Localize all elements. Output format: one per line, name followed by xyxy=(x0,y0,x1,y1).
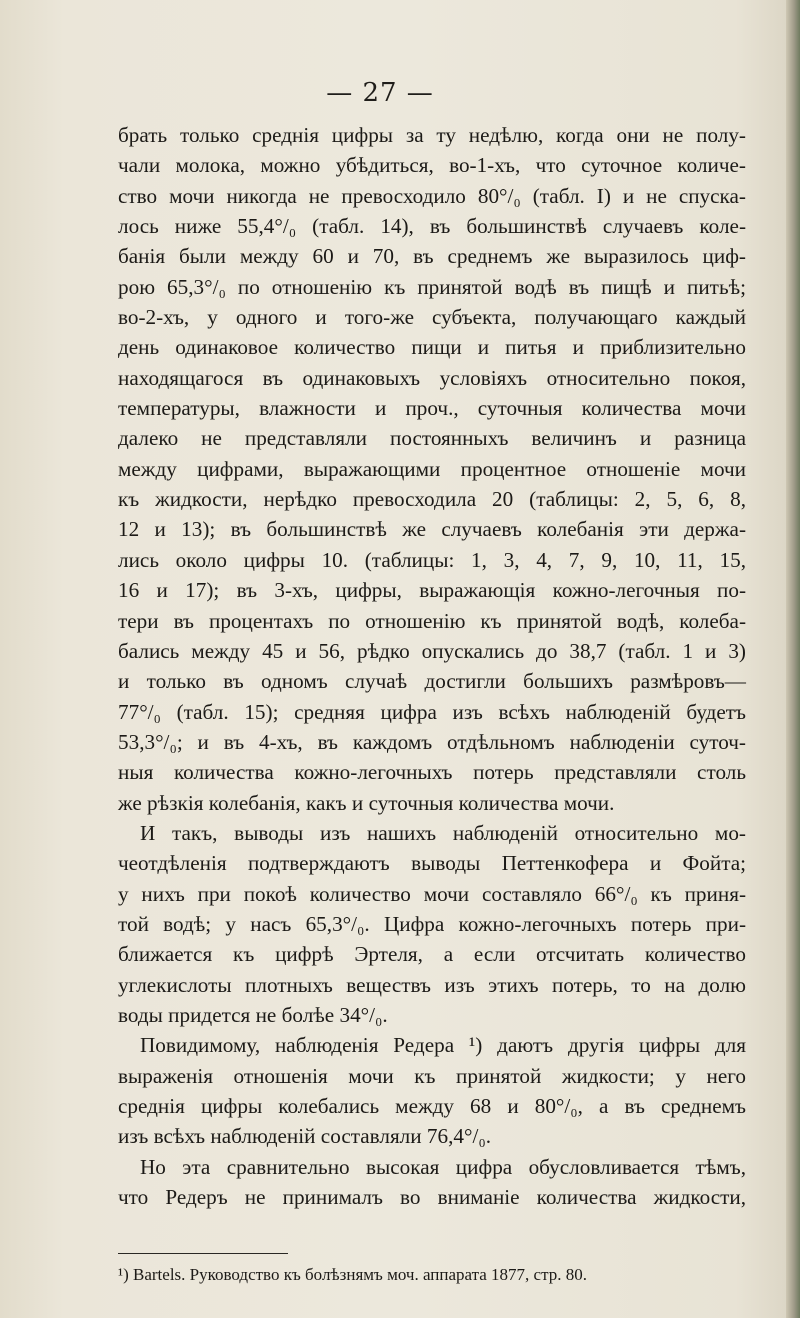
text-line: ство мочи никогда не превосходило 80°/₀ (табл. I) и не спуска- xyxy=(118,183,746,208)
text-line: чеотдѣленія подтверждаютъ выводы Петтенкофера и Фойта; xyxy=(118,851,746,876)
text-line: лись около цифры 10. (таблицы: 1, 3, 4, 7, 9, 10, 11, 15, xyxy=(118,547,746,572)
text-line: брать только среднія цифры за ту недѣлю, когда они не полу- xyxy=(118,123,746,147)
text-line: и только въ одномъ случаѣ достигли большихъ размѣровъ— xyxy=(118,669,746,694)
text-line: во-2-хъ, у одного и того-же субъекта, получающаго каждый xyxy=(118,305,746,330)
text-line: банія были между 60 и 70, въ среднемъ же выразилось циф- xyxy=(118,244,746,269)
text-line: среднія цифры колебались между 68 и 80°/₀, а въ среднемъ xyxy=(118,1094,746,1118)
text-line: Повидимому, наблюденія Редера ¹) даютъ другія цифры для xyxy=(140,1033,746,1058)
text-line: къ жидкости, нерѣдко превосходила 20 (таблицы: 2, 5, 6, 8, xyxy=(118,487,746,512)
text-line: изъ всѣхъ наблюденій составляли 76,4°/₀. xyxy=(118,1124,492,1149)
text-line: той водѣ; у насъ 65,3°/₀. Цифра кожно-легочныхъ потерь при- xyxy=(118,911,746,936)
text-line: далеко не представляли постоянныхъ величинъ и разница xyxy=(118,426,746,451)
text-line: рою 65,3°/₀ по отношенію къ принятой водѣ въ пищѣ и питьѣ; xyxy=(118,274,746,299)
text-line: 53,3°/₀; и въ 4-хъ, въ каждомъ отдѣльномъ наблюденіи суточ- xyxy=(118,729,746,754)
text-line: И такъ, выводы изъ нашихъ наблюденій относительно мо- xyxy=(140,820,746,845)
text-line: углекислоты плотныхъ веществъ изъ этихъ потерь, то на долю xyxy=(118,972,746,997)
text-line: что Редеръ не принималъ во вниманіе количества жидкости, xyxy=(118,1185,746,1210)
text-line: температуры, влажности и проч., суточныя количества мочи xyxy=(118,396,746,421)
text-line: ближается къ цифрѣ Эртеля, а если отсчитать количество xyxy=(118,942,746,967)
text-line: 12 и 13); въ большинствѣ же случаевъ колебанія эти держа- xyxy=(118,517,746,542)
page-number: — 27 — xyxy=(326,78,434,108)
text-line: выраженія отношенія мочи къ принятой жидкости; у него xyxy=(118,1063,746,1088)
text-line: 16 и 17); въ 3-хъ, цифры, выражающія кожно-легочныя по- xyxy=(118,578,746,603)
text-line: у нихъ при покоѣ количество мочи составляло 66°/₀ къ приня- xyxy=(118,881,746,906)
text-line: бались между 45 и 56, рѣдко опускались до 38,7 (табл. 1 и 3) xyxy=(118,638,746,663)
text-line: между цифрами, выражающими процентное отношеніе мочи xyxy=(118,456,746,481)
text-line: же рѣзкія колебанія, какъ и суточныя количества мочи. xyxy=(118,790,615,815)
page-spine-edge xyxy=(786,0,800,1318)
footnote-divider xyxy=(118,1253,288,1254)
body-text xyxy=(118,120,746,1212)
text-line: ныя количества кожно-легочныхъ потерь представляли столь xyxy=(118,760,746,785)
text-line: Но эта сравнительно высокая цифра обусловливается тѣмъ, xyxy=(140,1154,746,1179)
text-line: чали молока, можно убѣдиться, во-1-хъ, что суточное количе- xyxy=(118,153,746,178)
text-line: 77°/₀ (табл. 15); средняя цифра изъ всѣхъ наблюденій будетъ xyxy=(118,699,746,724)
text-line: воды придется не болѣе 34°/₀. xyxy=(118,1002,388,1027)
footnote: ¹) Bartels. Руководство къ болѣзнямъ моч. аппарата 1877, стр. 80. xyxy=(118,1265,587,1284)
text-line: находящагося въ одинаковыхъ условіяхъ относительно покоя, xyxy=(118,365,746,390)
text-line: день одинаковое количество пищи и питья и приблизительно xyxy=(118,335,746,360)
text-line: тери въ процентахъ по отношенію къ принятой водѣ, колеба- xyxy=(118,608,746,633)
text-line: лось ниже 55,4°/₀ (табл. 14), въ большинствѣ случаевъ коле- xyxy=(118,214,746,239)
